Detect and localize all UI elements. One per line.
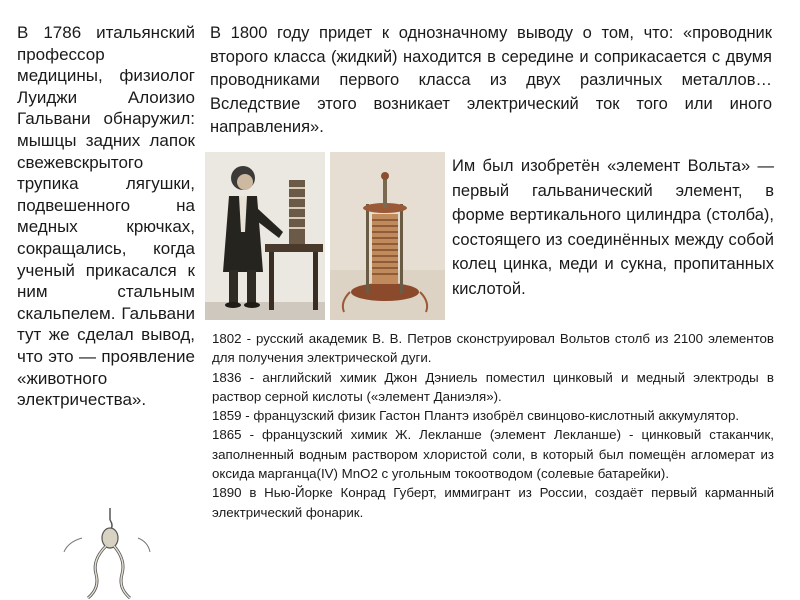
history-item: 1836 - английский химик Джон Дэниель поместил цинковый и медный электроды в раствор серной кислоты («элемент Даниэля»).	[212, 369, 774, 404]
voltaic-pile-image	[330, 152, 445, 320]
frog-legs-figure	[62, 508, 152, 600]
history-item: 1890 в Нью-Йорке Конрад Губерт, иммигрант из России, создаёт первый карманный электрический фонарик.	[212, 485, 774, 520]
volta-element-paragraph: Им был изобретён «элемент Вольта» — первый гальванический элемент, в форме вертикального цилиндра (столба), состоящего из соединённых между собой колец цинка, меди и сукна, пропитанных кислотой.	[452, 157, 774, 298]
volta-conclusion-paragraph: В 1800 году придет к однозначному выводу о том, что: «проводник второго класса (жидкий) находится в середине и соприкасается с двумя проводниками первого класса из двух различных металлов… Вследствие этого возникает электрический ток того или иного направления».	[210, 24, 772, 136]
history-item: 1859 - французский физик Гастон Плантэ изобрёл свинцово-кислотный аккумулятор.	[212, 408, 740, 424]
volta-portrait-image	[205, 152, 325, 320]
history-item: 1865 - французский химик Ж. Лекланше (элемент Лекланше) - цинковый стаканчик, заполненный водным раствором хлористой соли, в который был помещён агломерат из оксида марганца(IV) MnO2 с угольным токоотводом (солевые батарейки).	[212, 427, 774, 482]
history-item: 1802 - русский академик В. В. Петров сконструировал Вольтов столб из 2100 элементов для получения электрической дуги.	[212, 331, 774, 366]
history-list	[212, 329, 774, 522]
galvani-paragraph: В 1786 итальянский профессор медицины, физиолог Луиджи Алоизио Гальвани обнаружил: мышцы задних лапок свежевскрытого трупика лягушки, подвешенного на медных крючках, сокращались, когда ученый прикасался к ним стальным скальпелем. Гальвани тут же сделал вывод, что это — проявление «животного электричества».	[17, 23, 195, 410]
